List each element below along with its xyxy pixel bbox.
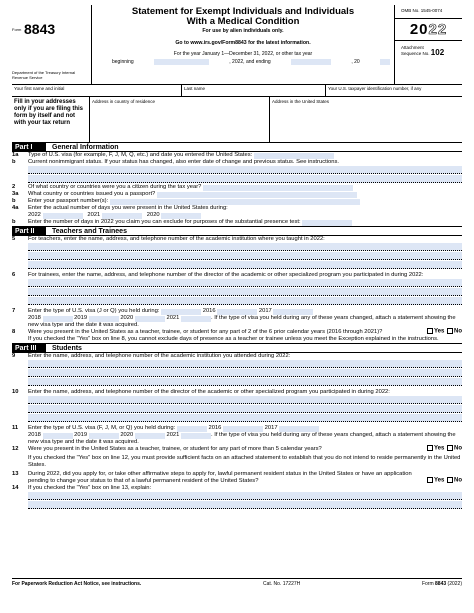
visa-2020-field[interactable]	[135, 316, 165, 322]
line-13: 13 During 2022, did you apply for, or take other affirmative steps to apply for, lawful permanent resident status in the United States or have an application pending to change your status to that of a lawful permanent resident of the United States? Yes No	[12, 471, 462, 484]
student-director-field-2[interactable]	[28, 405, 462, 413]
form-id-block	[12, 5, 92, 84]
line-7-years: 2018 2019 2020 2021 . If the type of visa you held during any of these years changed, attach a statement showing the new visa type and the date it was acquired.	[28, 315, 456, 328]
tin-field[interactable]: Your U.S. taxpayer identification number, if any	[328, 86, 422, 91]
explain-field[interactable]	[28, 492, 462, 500]
line-2: 2 Of what country or countries were you a citizen during the tax year?	[12, 184, 462, 191]
teacher-institution-field[interactable]	[28, 243, 462, 251]
footer-form-id: Form 8843 (2022)	[421, 581, 462, 587]
line-4a: 4a Enter the actual number of days you were present in the United States during:	[12, 205, 228, 211]
form-goto-link[interactable]: Go to www.irs.gov/Form8843 for the latest information.	[175, 40, 311, 46]
form-subtitle: For use by alien individuals only.	[202, 28, 284, 34]
catalog-number: Cat. No. 17227H	[263, 581, 301, 587]
line-11: 11 Enter the type of U.S. visa (F, J, M, or Q) you held during: 2016 2017	[12, 425, 462, 432]
omb-block	[394, 5, 462, 84]
line-4a-years: 2022 2021 2020	[12, 212, 462, 219]
attachment-sequence: Attachment Sequence No. 102	[401, 45, 445, 57]
end-date-field[interactable]	[291, 59, 331, 65]
line-1a: 1a Type of U.S. visa (for example, F, J, M, Q, etc.) and date you entered the United States:	[12, 152, 462, 159]
line-8-note: If you checked the "Yes" box on line 8, you cannot exclude days of presence as a teacher or trainee unless you meet the Exception explained in the instructions.	[12, 336, 462, 344]
last-name-field[interactable]: Last name	[182, 85, 326, 96]
line-13-yes-checkbox[interactable]	[427, 477, 433, 483]
line-12: 12 Were you present in the United States as a teacher, trainee, or student for any part of more than 5 calendar years? Yes No	[12, 446, 462, 452]
line-13-no-checkbox[interactable]	[447, 477, 453, 483]
first-name-field[interactable]: Your first name and initial	[12, 85, 182, 96]
student-visa-2021-field[interactable]	[181, 433, 211, 439]
line-1b: b Current nonimmigrant status. If your status has changed, also enter date of change and previous status. See instructions.	[12, 159, 339, 165]
line-11-years: 2018 2019 2020 2021 . If the type of visa you held during any of these years changed, attach a statement showing the new visa type and the date it was acquired.	[28, 432, 456, 445]
part-2-header: Part II Teachers and Trainees	[12, 227, 462, 236]
line-3a: 3a What country or countries issued you a passport?	[12, 191, 462, 198]
student-director-field-3[interactable]	[28, 414, 462, 422]
teacher-institution-field-3[interactable]	[28, 261, 462, 269]
form-title-block	[92, 5, 394, 84]
line-8-yes-no: Yes No	[426, 328, 462, 336]
line-5: 5 For teachers, enter the name, address, and telephone number of the academic institution where you taught in 2022:	[12, 236, 325, 242]
tax-year-line: For the year January 1—December 31, 2022, or other tax year	[173, 51, 313, 57]
us-address-field[interactable]: Address in the United States	[272, 99, 330, 104]
form-header	[12, 5, 462, 85]
excluded-days-field[interactable]	[302, 220, 352, 226]
line-13-yes-no: Yes No	[426, 477, 462, 485]
trainee-director-field[interactable]	[28, 279, 462, 287]
part-3-header: Part III Students	[12, 344, 462, 353]
status-field-2[interactable]	[28, 175, 462, 183]
line-10: 10 Enter the name, address, and telephone number of the director of the academic or other specialized program you participated in during 2022:	[12, 389, 390, 395]
country-address-field[interactable]: Address in country of residence	[90, 97, 270, 142]
line-8-no-checkbox[interactable]	[447, 328, 453, 334]
begin-date-field[interactable]	[154, 59, 209, 65]
line-12-note: If you checked the "Yes" box on line 12, you must provide sufficient facts on an attached statement to establish that you do not intend to reside permanently in the United States.	[28, 455, 461, 468]
line-14: 14 If you checked the "Yes" box on line 13, explain:	[12, 485, 152, 491]
line-7: 7 Enter the type of U.S. visa (J or Q) you held during: 2016 2017	[12, 308, 462, 315]
form-label: Form	[12, 27, 22, 32]
line-8: 8 Were you present in the United States as a teacher, trainee, or student for any part of 2 of the 6 prior calendar years (2016 through 2021)? Yes No	[12, 329, 462, 335]
part-1-header: Part I General Information	[12, 143, 462, 152]
trainee-director-field-2[interactable]	[28, 288, 462, 296]
student-institution-field-3[interactable]	[28, 378, 462, 386]
line-12-yes-no: Yes No	[426, 445, 462, 453]
teacher-institution-field-2[interactable]	[28, 252, 462, 260]
status-field[interactable]	[28, 166, 462, 174]
end-year-field[interactable]	[380, 59, 390, 65]
form-title: Statement for Exempt Individuals and Individuals With a Medical Condition	[131, 6, 355, 27]
trainee-director-field-3[interactable]	[28, 297, 462, 305]
tax-year: 2022	[395, 19, 462, 41]
address-block	[12, 97, 462, 143]
line-6: 6 For trainees, enter the name, address, and telephone number of the director of the academic or other specialized program you participated in during 2022:	[12, 272, 424, 278]
line-3b: b Enter your passport number(s):	[12, 198, 462, 205]
paperwork-notice: For Paperwork Reduction Act Notice, see instructions.	[12, 581, 142, 587]
form-footer	[12, 578, 462, 587]
line-12-no-checkbox[interactable]	[447, 445, 453, 451]
tax-year-range: beginning , 2022, and ending , 20	[92, 59, 394, 65]
line-4b: b Enter the number of days in 2022 you claim you can exclude for purposes of the substantial presence test:	[12, 219, 462, 227]
explain-field-2[interactable]	[28, 501, 462, 509]
student-visa-2020-field[interactable]	[135, 433, 165, 439]
student-institution-field[interactable]	[28, 360, 462, 368]
name-row	[12, 85, 462, 97]
form-number: 8843	[24, 21, 56, 37]
student-director-field[interactable]	[28, 396, 462, 404]
line-9: 9 Enter the name, address, and telephone number of the academic institution you attended during 2022:	[12, 353, 291, 359]
line-8-yes-checkbox[interactable]	[427, 328, 433, 334]
visa-2021-field[interactable]	[181, 316, 211, 322]
student-institution-field-2[interactable]	[28, 369, 462, 377]
address-note: Fill in your addresses only if you are filing this form by itself and not with your tax return	[12, 97, 90, 142]
omb-number: OMB No. 1545-0074	[395, 5, 462, 19]
line-12-yes-checkbox[interactable]	[427, 445, 433, 451]
department-label: Department of the Treasury Internal Revenue Service	[12, 70, 76, 80]
